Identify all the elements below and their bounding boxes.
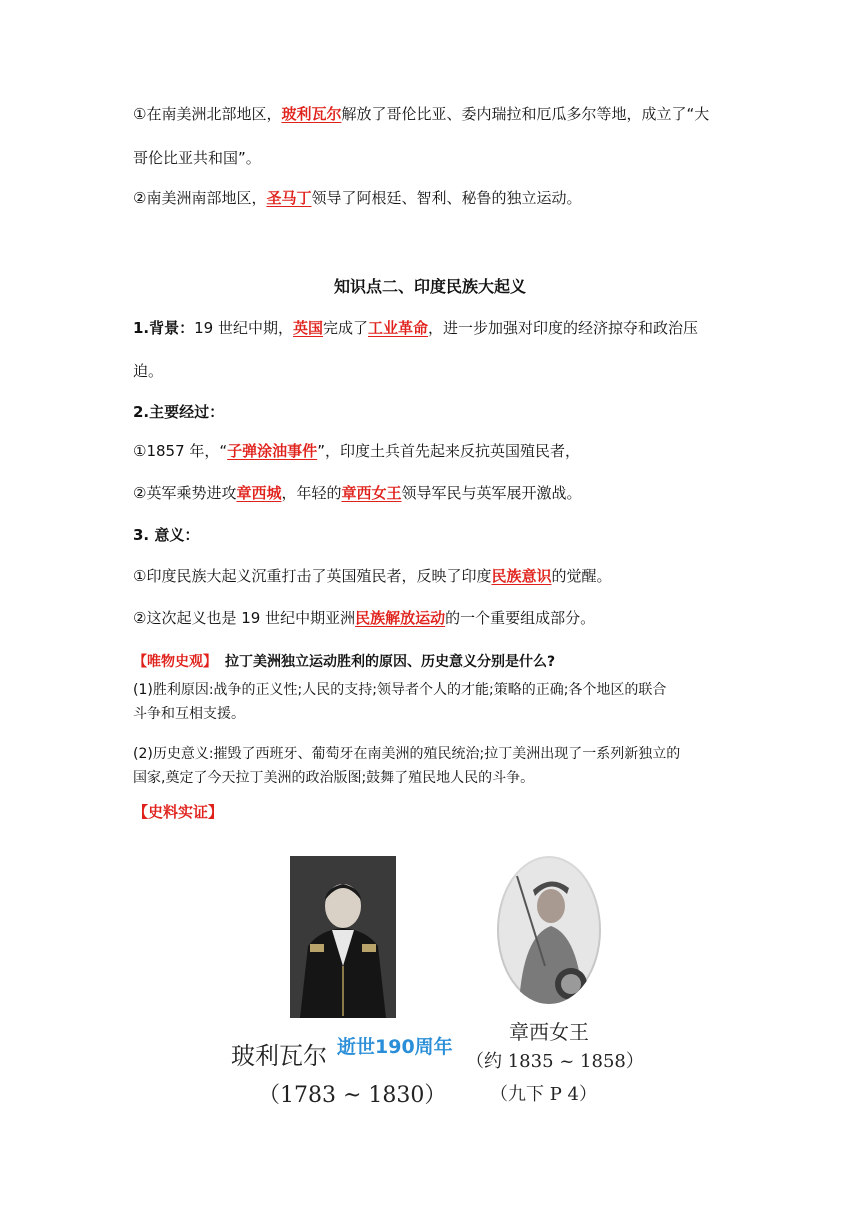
w2b: 国家,奠定了今天拉丁美洲的政治版图;鼓舞了殖民地人民的斗争。 — [133, 770, 535, 786]
highlight-bolivar: 玻利瓦尔 — [281, 105, 342, 123]
main-label: 2.主要经过： — [133, 403, 225, 421]
rani-portrait — [497, 856, 601, 1004]
background-cont: 迫。 — [133, 362, 164, 380]
sig-1: ①印度民族大起义沉重打击了英国殖民者，反映了印度民族意识的觉醒。 — [133, 567, 612, 585]
shiliao-tag: 【史料实证】 — [133, 803, 224, 821]
background-line: 1.背景：19 世纪中期，英国完成了工业革命，进一步加强对印度的经济掠夺和政治压 — [133, 319, 699, 337]
main-1: ①1857 年，“子弹涂油事件”，印度土兵首先起来反抗英国殖民者， — [133, 442, 580, 460]
significance-label: 3. 意义： — [133, 526, 200, 544]
highlight-san-martin: 圣马丁 — [266, 189, 312, 207]
w1b: 斗争和互相支援。 — [133, 706, 245, 722]
bolivar-name: 玻利瓦尔 — [231, 1042, 327, 1070]
main-2: ②英军乘势进攻章西城，年轻的章西女王领导军民与英军展开激战。 — [133, 484, 582, 502]
rani-portrait-art — [497, 856, 601, 1004]
p1-cont: 哥伦比亚共和国”。 — [133, 149, 261, 167]
bolivar-portrait — [290, 856, 396, 1018]
rani-name: 章西女王 — [509, 1020, 589, 1044]
wuwu-line: 【唯物史观】 拉丁美洲独立运动胜利的原因、历史意义分别是什么? — [133, 654, 556, 670]
bolivar-years: （1783 ~ 1830） — [258, 1083, 447, 1108]
rani-years: （约 1835 ~ 1858） — [466, 1051, 644, 1072]
section-heading: 知识点二、印度民族大起义 — [333, 277, 526, 296]
w1: (1)胜利原因:战争的正义性;人民的支持;领导者个人的才能;策略的正确;各个地区的联合 — [133, 682, 667, 698]
sig-2: ②这次起义也是 19 世纪中期亚洲民族解放运动的一个重要组成部分。 — [133, 609, 596, 627]
w2: (2)历史意义:摧毁了西班牙、葡萄牙在南美洲的殖民统治;拉丁美洲出现了一系列新独立的 — [133, 746, 681, 762]
p1: ①在南美洲北部地区，玻利瓦尔解放了哥伦比亚、委内瑞拉和厄瓜多尔等地，成立了“大 — [133, 105, 710, 123]
rani-ref: （九下 P 4） — [490, 1084, 598, 1105]
p2: ②南美洲南部地区，圣马丁领导了阿根廷、智利、秘鲁的独立运动。 — [133, 189, 582, 207]
bolivar-badge: 逝世190周年 — [337, 1036, 453, 1058]
bolivar-portrait-art — [290, 856, 396, 1018]
